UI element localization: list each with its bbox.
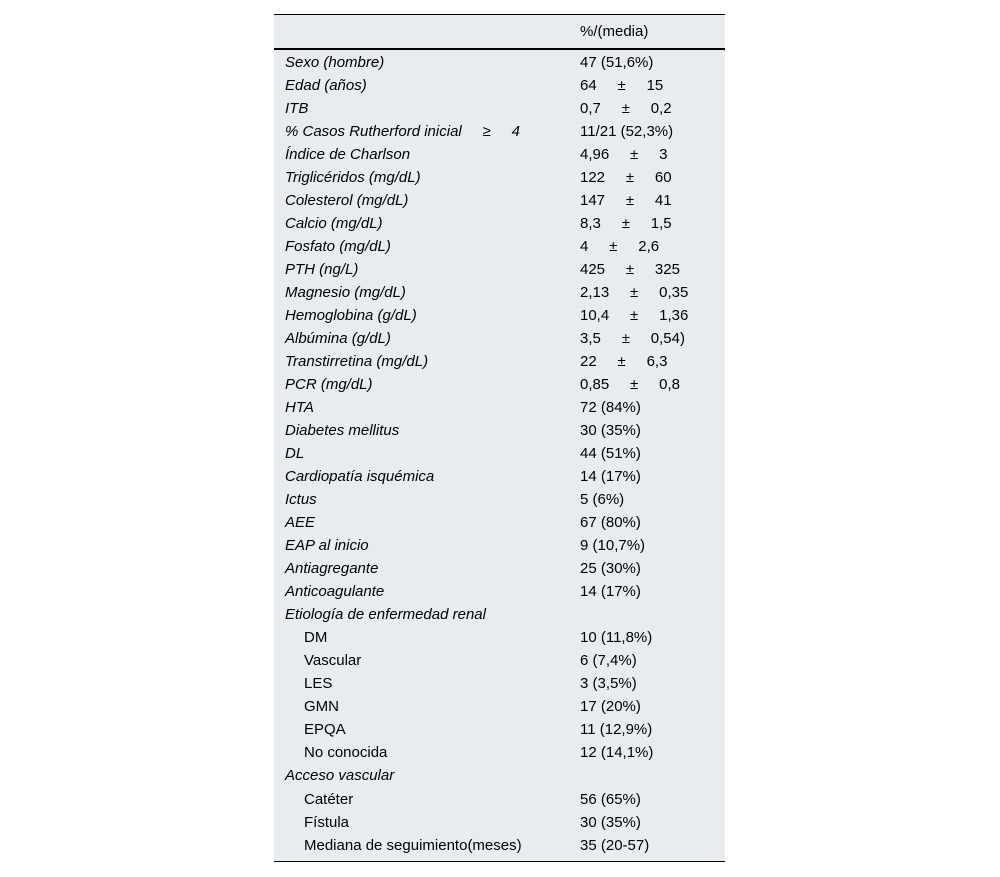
row-value: 30 (35%) — [580, 814, 641, 831]
row-value: 5 (6%) — [580, 491, 625, 508]
row-label: Anticoagulante — [285, 583, 385, 600]
table-row — [274, 189, 725, 212]
table-row — [274, 488, 725, 511]
table-row — [274, 281, 725, 304]
table-row — [274, 51, 725, 74]
table-row — [274, 511, 725, 534]
row-label: Mediana de seguimiento(meses) — [304, 837, 522, 854]
row-label: PTH (ng/L) — [285, 261, 359, 278]
row-value: 4 ± 2,6 — [580, 238, 660, 255]
table-row — [274, 718, 725, 741]
row-label: DM — [304, 629, 328, 646]
row-value: 0,85 ± 0,8 — [580, 376, 680, 393]
row-value: 10,4 ± 1,36 — [580, 307, 689, 324]
table-row — [274, 695, 725, 718]
row-value: 2,13 ± 0,35 — [580, 284, 689, 301]
row-value: 12 (14,1%) — [580, 744, 654, 761]
row-label: Edad (años) — [285, 77, 367, 94]
data-table — [274, 14, 725, 862]
row-label: Acceso vascular — [285, 767, 395, 784]
table-row — [274, 811, 725, 834]
row-label: GMN — [304, 698, 339, 715]
row-value: 22 ± 6,3 — [580, 353, 668, 370]
table-row — [274, 166, 725, 189]
row-value: 425 ± 325 — [580, 261, 680, 278]
row-label: LES — [304, 675, 333, 692]
row-value: 47 (51,6%) — [580, 54, 654, 71]
row-value: 122 ± 60 — [580, 169, 672, 186]
table-row — [274, 258, 725, 281]
table-row — [274, 74, 725, 97]
row-label: Catéter — [304, 791, 354, 808]
row-label: Etiología de enfermedad renal — [285, 606, 486, 623]
table-row — [274, 465, 725, 488]
table-row — [274, 788, 725, 811]
table-header — [274, 15, 725, 50]
row-label: Fístula — [304, 814, 350, 831]
row-label: Triglicéridos (mg/dL) — [285, 169, 421, 186]
row-value: 72 (84%) — [580, 399, 641, 416]
row-value: 11 (12,9%) — [580, 721, 653, 738]
row-label: Vascular — [304, 652, 362, 669]
row-value: 30 (35%) — [580, 422, 641, 439]
row-label: Sexo (hombre) — [285, 54, 385, 71]
row-label: Antiagregante — [285, 560, 379, 577]
table-row — [274, 580, 725, 603]
row-label: EPQA — [304, 721, 346, 738]
table-row — [274, 442, 725, 465]
row-label: ITB — [285, 100, 309, 117]
row-label: DL — [285, 445, 305, 462]
table-row — [274, 626, 725, 649]
row-label: PCR (mg/dL) — [285, 376, 373, 393]
table-row — [274, 327, 725, 350]
row-label: HTA — [285, 399, 314, 416]
table-row — [274, 235, 725, 258]
row-value: 25 (30%) — [580, 560, 641, 577]
row-value: 14 (17%) — [580, 583, 641, 600]
row-label: Hemoglobina (g/dL) — [285, 307, 417, 324]
table-row — [274, 212, 725, 235]
table-row — [274, 396, 725, 419]
row-value: 3,5 ± 0,54) — [580, 330, 685, 347]
row-label: Diabetes mellitus — [285, 422, 400, 439]
table-row — [274, 97, 725, 120]
table-row — [274, 741, 725, 764]
row-label: Magnesio (mg/dL) — [285, 284, 406, 301]
table-row — [274, 373, 725, 396]
row-label: AEE — [285, 514, 316, 531]
row-value: 56 (65%) — [580, 791, 641, 808]
row-value: 67 (80%) — [580, 514, 641, 531]
row-value: 17 (20%) — [580, 698, 641, 715]
row-label: Albúmina (g/dL) — [285, 330, 391, 347]
row-value: 0,7 ± 0,2 — [580, 100, 672, 117]
row-value: 11/21 (52,3%) — [580, 123, 674, 140]
row-value: 147 ± 41 — [580, 192, 672, 209]
row-value: 14 (17%) — [580, 468, 641, 485]
table-row — [274, 834, 725, 857]
table-row — [274, 603, 725, 626]
row-label: Ictus — [285, 491, 317, 508]
table-row — [274, 649, 725, 672]
row-value: 3 (3,5%) — [580, 675, 637, 692]
row-value: 4,96 ± 3 — [580, 146, 668, 163]
table-row — [274, 304, 725, 327]
row-label: Fosfato (mg/dL) — [285, 238, 391, 255]
table-row — [274, 534, 725, 557]
row-label: % Casos Rutherford inicial ≥ 4 — [285, 123, 520, 140]
table-row — [274, 419, 725, 442]
row-value: 64 ± 15 — [580, 77, 664, 94]
row-label: Calcio (mg/dL) — [285, 215, 383, 232]
row-value: 6 (7,4%) — [580, 652, 637, 669]
value-column-header: %/(media) — [580, 23, 649, 40]
table-row — [274, 557, 725, 580]
row-value: 10 (11,8%) — [580, 629, 653, 646]
row-label: Transtirretina (mg/dL) — [285, 353, 429, 370]
row-value: 8,3 ± 1,5 — [580, 215, 672, 232]
table-body — [274, 51, 725, 857]
row-label: EAP al inicio — [285, 537, 369, 554]
row-label: Cardiopatía isquémica — [285, 468, 435, 485]
row-value: 44 (51%) — [580, 445, 641, 462]
table-row — [274, 672, 725, 695]
table-row — [274, 764, 725, 788]
table-row — [274, 143, 725, 166]
row-label: No conocida — [304, 744, 388, 761]
row-label: Índice de Charlson — [285, 146, 411, 163]
table-row — [274, 350, 725, 373]
table-row — [274, 120, 725, 143]
row-value: 35 (20-57) — [580, 837, 650, 854]
row-value: 9 (10,7%) — [580, 537, 646, 554]
row-label: Colesterol (mg/dL) — [285, 192, 409, 209]
